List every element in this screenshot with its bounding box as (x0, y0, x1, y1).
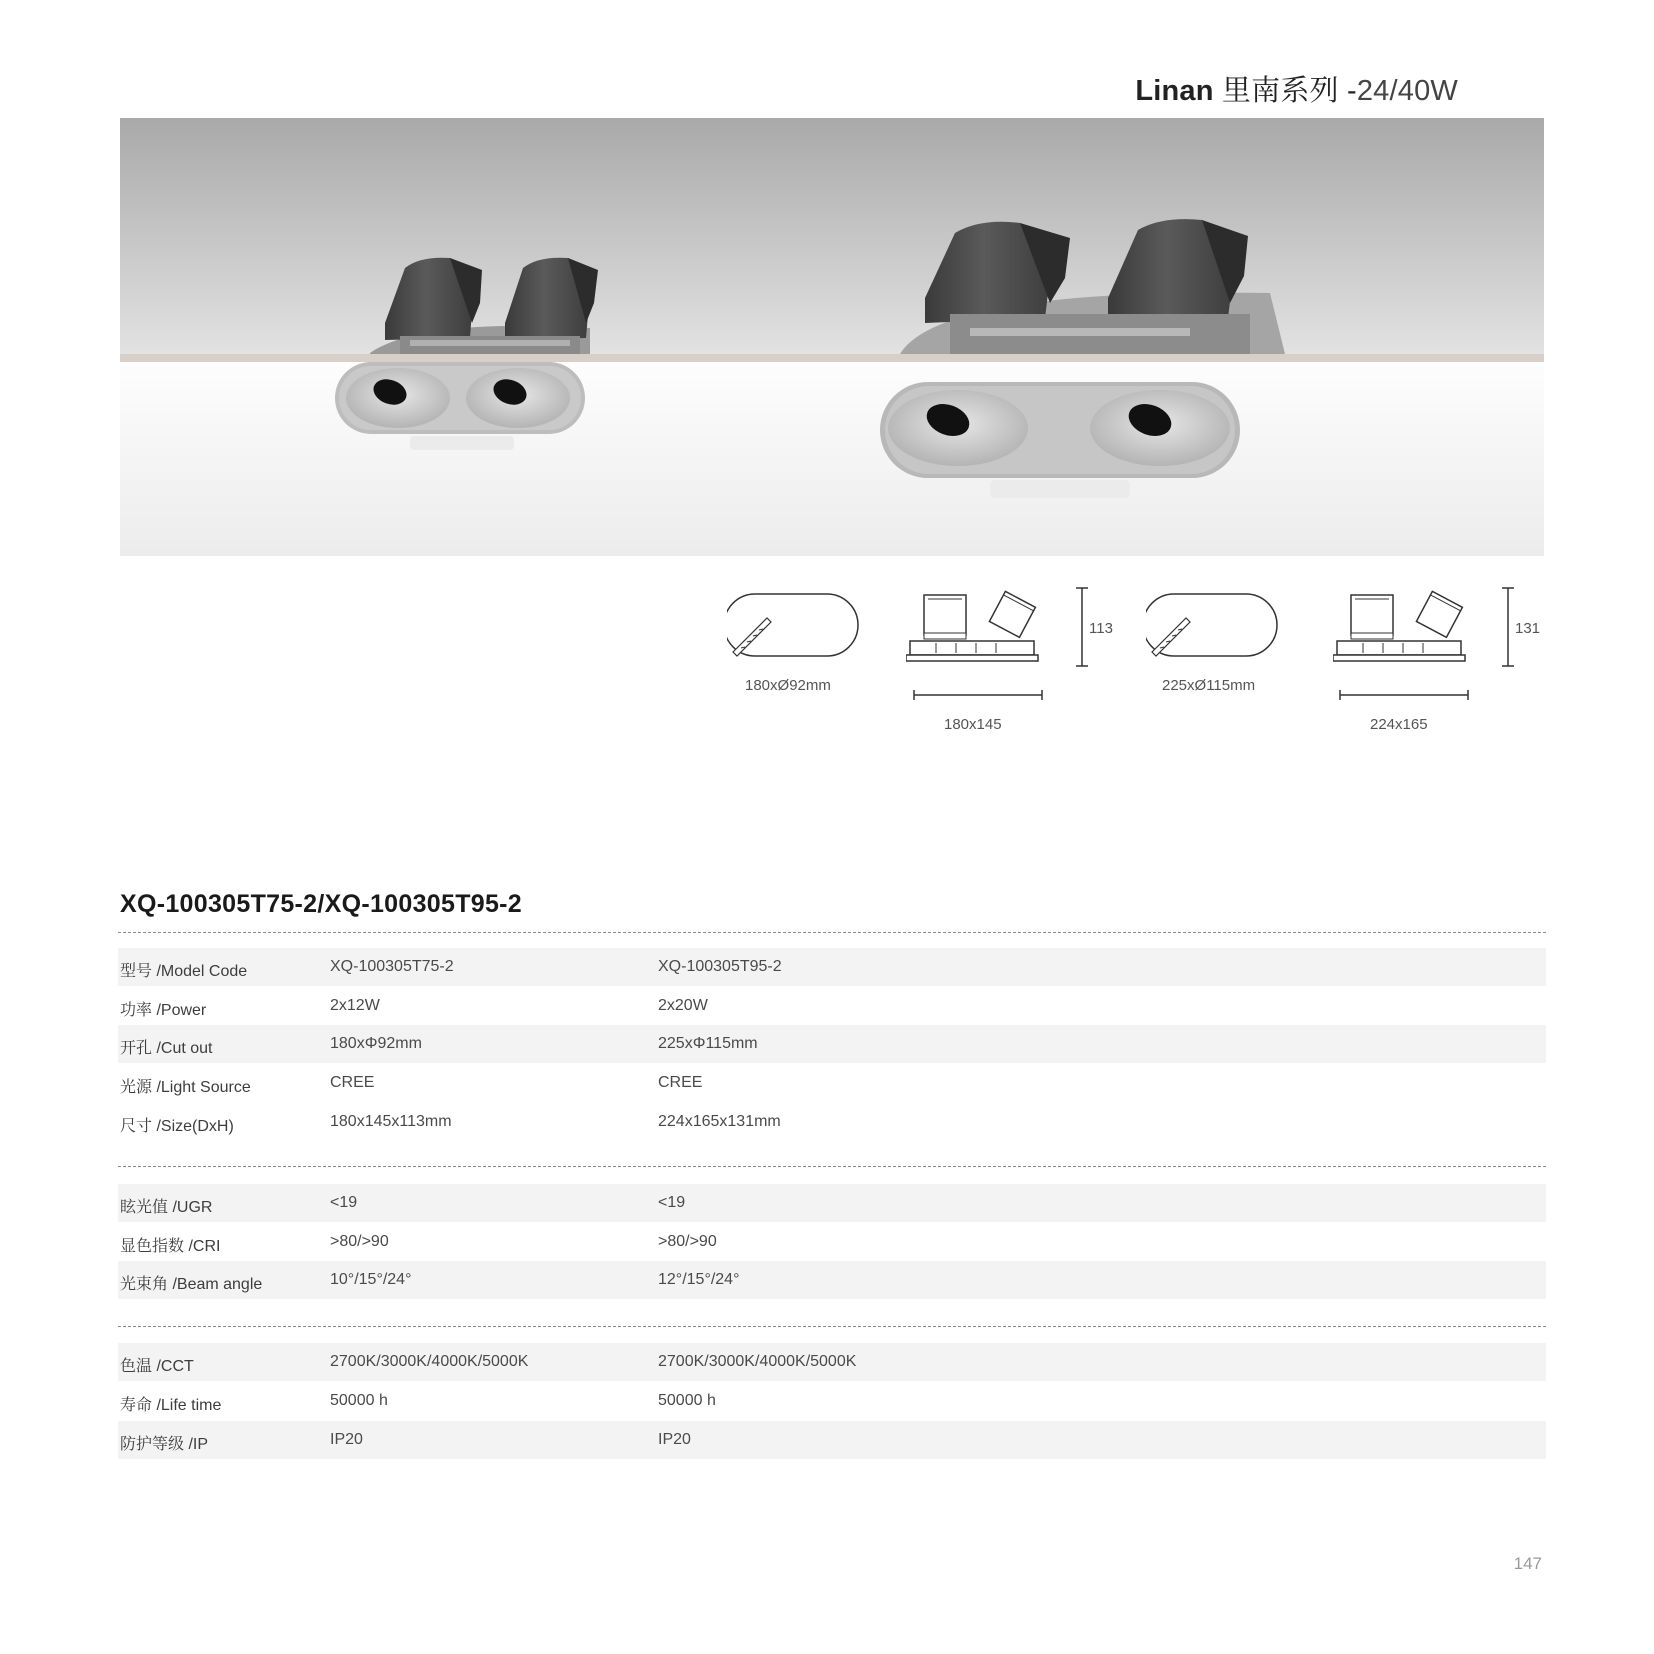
width-label-1: 180x145 (944, 716, 1002, 733)
height-dimension-1 (1074, 586, 1090, 668)
spec-value-2: >80/>90 (658, 1233, 717, 1250)
product-hero-image (120, 118, 1544, 556)
height-label-1: 113 (1089, 620, 1113, 637)
spec-row-light-source (118, 1064, 1546, 1102)
spec-value-1: 180x145x113mm (330, 1113, 452, 1130)
spec-row-life-time (118, 1382, 1546, 1420)
width-label-2: 224x165 (1370, 716, 1428, 733)
divider (118, 1326, 1546, 1327)
spec-value-1: 180xΦ92mm (330, 1035, 422, 1052)
spec-value-2: 50000 h (658, 1392, 716, 1409)
spec-value-2: 12°/15°/24° (658, 1271, 740, 1288)
spec-label: 型号 /Model Code (120, 963, 248, 980)
spec-row-power (118, 987, 1546, 1025)
spec-label: 眩光值 /UGR (120, 1199, 213, 1216)
divider (118, 1166, 1546, 1167)
spec-value-2: 2700K/3000K/4000K/5000K (658, 1353, 857, 1370)
cutout-drawing-2 (1146, 586, 1278, 666)
spec-value-1: 10°/15°/24° (330, 1271, 412, 1288)
spec-value-2: <19 (658, 1194, 686, 1211)
spec-row-model-code (118, 948, 1546, 986)
spec-value-1: <19 (330, 1194, 358, 1211)
spec-label: 功率 /Power (120, 1002, 207, 1019)
spec-value-2: 225xΦ115mm (658, 1035, 758, 1052)
spec-label: 色温 /CCT (120, 1358, 194, 1375)
spec-row-cri (118, 1223, 1546, 1261)
width-dimension-1 (912, 688, 1044, 702)
series-name: 里南系列 - (1213, 75, 1357, 107)
side-drawing-2 (1333, 585, 1473, 671)
spec-label: 尺寸 /Size(DxH) (120, 1118, 234, 1135)
model-title: XQ-100305T75-2/XQ-100305T95-2 (120, 890, 522, 918)
page-header-title (1135, 68, 1458, 109)
spec-label: 光源 /Light Source (120, 1079, 251, 1096)
side-drawing-1 (906, 585, 1046, 671)
width-dimension-2 (1338, 688, 1470, 702)
power-range: 24/40W (1356, 75, 1458, 107)
spec-label: 开孔 /Cut out (120, 1040, 213, 1057)
page-number: 147 (1513, 1554, 1542, 1573)
height-dimension-2 (1500, 586, 1516, 668)
spec-value-1: XQ-100305T75-2 (330, 958, 454, 975)
spec-value-2: IP20 (658, 1431, 691, 1448)
spec-value-2: CREE (658, 1074, 703, 1091)
brand-name: Linan (1135, 75, 1214, 107)
cutout-drawing-1 (727, 586, 859, 666)
divider (118, 932, 1546, 933)
spec-label: 防护等级 /IP (120, 1436, 209, 1453)
spec-row-beam-angle (118, 1261, 1546, 1299)
spec-value-1: IP20 (330, 1431, 363, 1448)
spec-label: 光束角 /Beam angle (120, 1276, 263, 1293)
spec-value-1: 2700K/3000K/4000K/5000K (330, 1353, 529, 1370)
spec-row-cct (118, 1343, 1546, 1381)
spec-row-cut-out (118, 1025, 1546, 1063)
spec-value-1: 2x12W (330, 997, 380, 1014)
spec-value-2: 2x20W (658, 997, 708, 1014)
spec-value-1: >80/>90 (330, 1233, 389, 1250)
spec-row-ip (118, 1421, 1546, 1459)
spec-value-2: XQ-100305T95-2 (658, 958, 782, 975)
height-label-2: 131 (1515, 620, 1541, 637)
cutout-label-1: 180xØ92mm (745, 677, 831, 694)
spec-value-1: 50000 h (330, 1392, 388, 1409)
spec-label: 显色指数 /CRI (120, 1238, 221, 1255)
spec-value-2: 224x165x131mm (658, 1113, 781, 1130)
spec-value-1: CREE (330, 1074, 375, 1091)
cutout-label-2: 225xØ115mm (1162, 677, 1256, 694)
spec-row-size (118, 1103, 1546, 1141)
spec-label: 寿命 /Life time (120, 1397, 222, 1414)
spec-row-ugr (118, 1184, 1546, 1222)
